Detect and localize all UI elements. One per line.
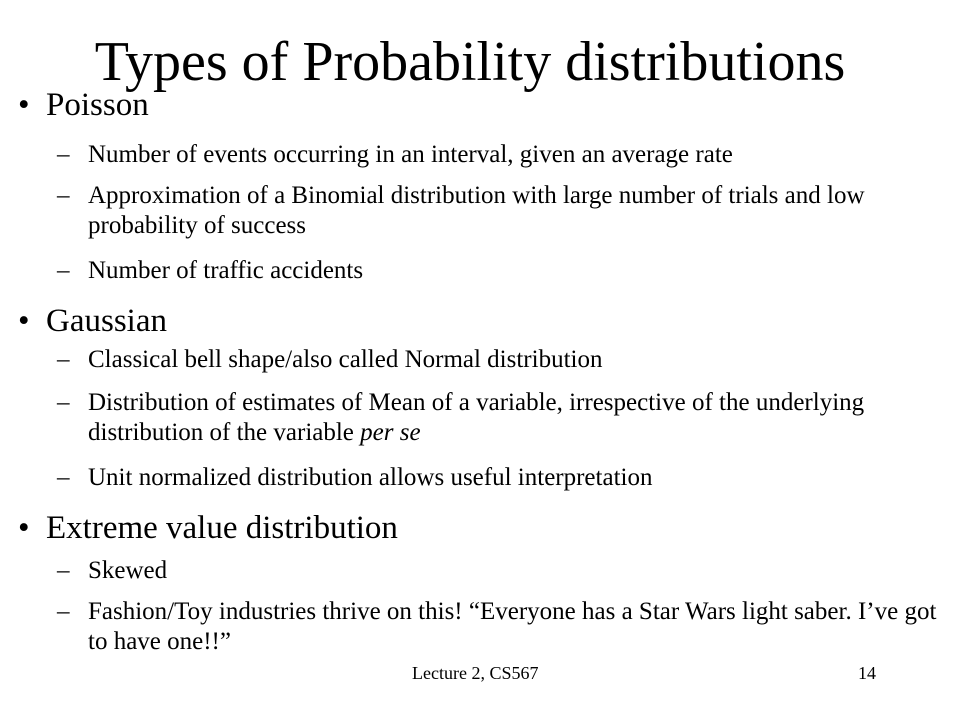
dash-marker: –	[57, 257, 70, 284]
bullet-heading: Gaussian	[46, 303, 167, 339]
sub-item-text-main: Distribution of estimates of Mean of a variable, irrespective of the underlying distribution of the variable	[88, 389, 865, 446]
sub-item	[57, 463, 937, 493]
sub-item	[57, 597, 937, 657]
slide-title: Types of Probability distributions	[94, 31, 846, 93]
sub-item	[57, 388, 937, 448]
dash-marker: –	[57, 182, 70, 209]
sub-item-text: Unit normalized distribution allows useful interpretation	[88, 464, 653, 491]
sub-item	[57, 181, 937, 241]
footer-lecture: Lecture 2, CS567	[412, 663, 539, 683]
bullet-gaussian	[18, 302, 167, 340]
sub-item-text: Classical bell shape/also called Normal distribution	[88, 346, 603, 373]
dash-marker: –	[57, 557, 70, 584]
bullet-extreme-value	[18, 509, 398, 547]
footer-page-number: 14	[858, 663, 876, 683]
sub-item	[57, 345, 937, 375]
sub-item-text: Fashion/Toy industries thrive on this! “Everyone has a Star Wars light saber. I’ve got to have one!!”	[88, 598, 937, 655]
sub-item	[57, 256, 937, 286]
bullet-marker: •	[18, 87, 30, 123]
sub-item-text: Number of traffic accidents	[88, 257, 364, 284]
sub-item-text: Number of events occurring in an interval, given an average rate	[88, 141, 733, 168]
sub-item	[57, 140, 937, 170]
bullet-poisson	[18, 86, 149, 124]
bullet-marker: •	[18, 303, 30, 339]
dash-marker: –	[57, 389, 70, 416]
dash-marker: –	[57, 464, 70, 491]
bullet-heading: Extreme value distribution	[46, 510, 398, 546]
sub-item-text: Skewed	[88, 557, 168, 584]
sub-item-italic: per se	[360, 419, 421, 446]
bullet-heading: Poisson	[46, 87, 149, 123]
sub-item	[57, 556, 937, 586]
sub-item-text	[88, 388, 937, 448]
dash-marker: –	[57, 598, 70, 625]
sub-item-text: Approximation of a Binomial distribution with large number of trials and low probability of success	[88, 182, 865, 239]
dash-marker: –	[57, 346, 70, 373]
dash-marker: –	[57, 141, 70, 168]
bullet-marker: •	[18, 510, 30, 546]
